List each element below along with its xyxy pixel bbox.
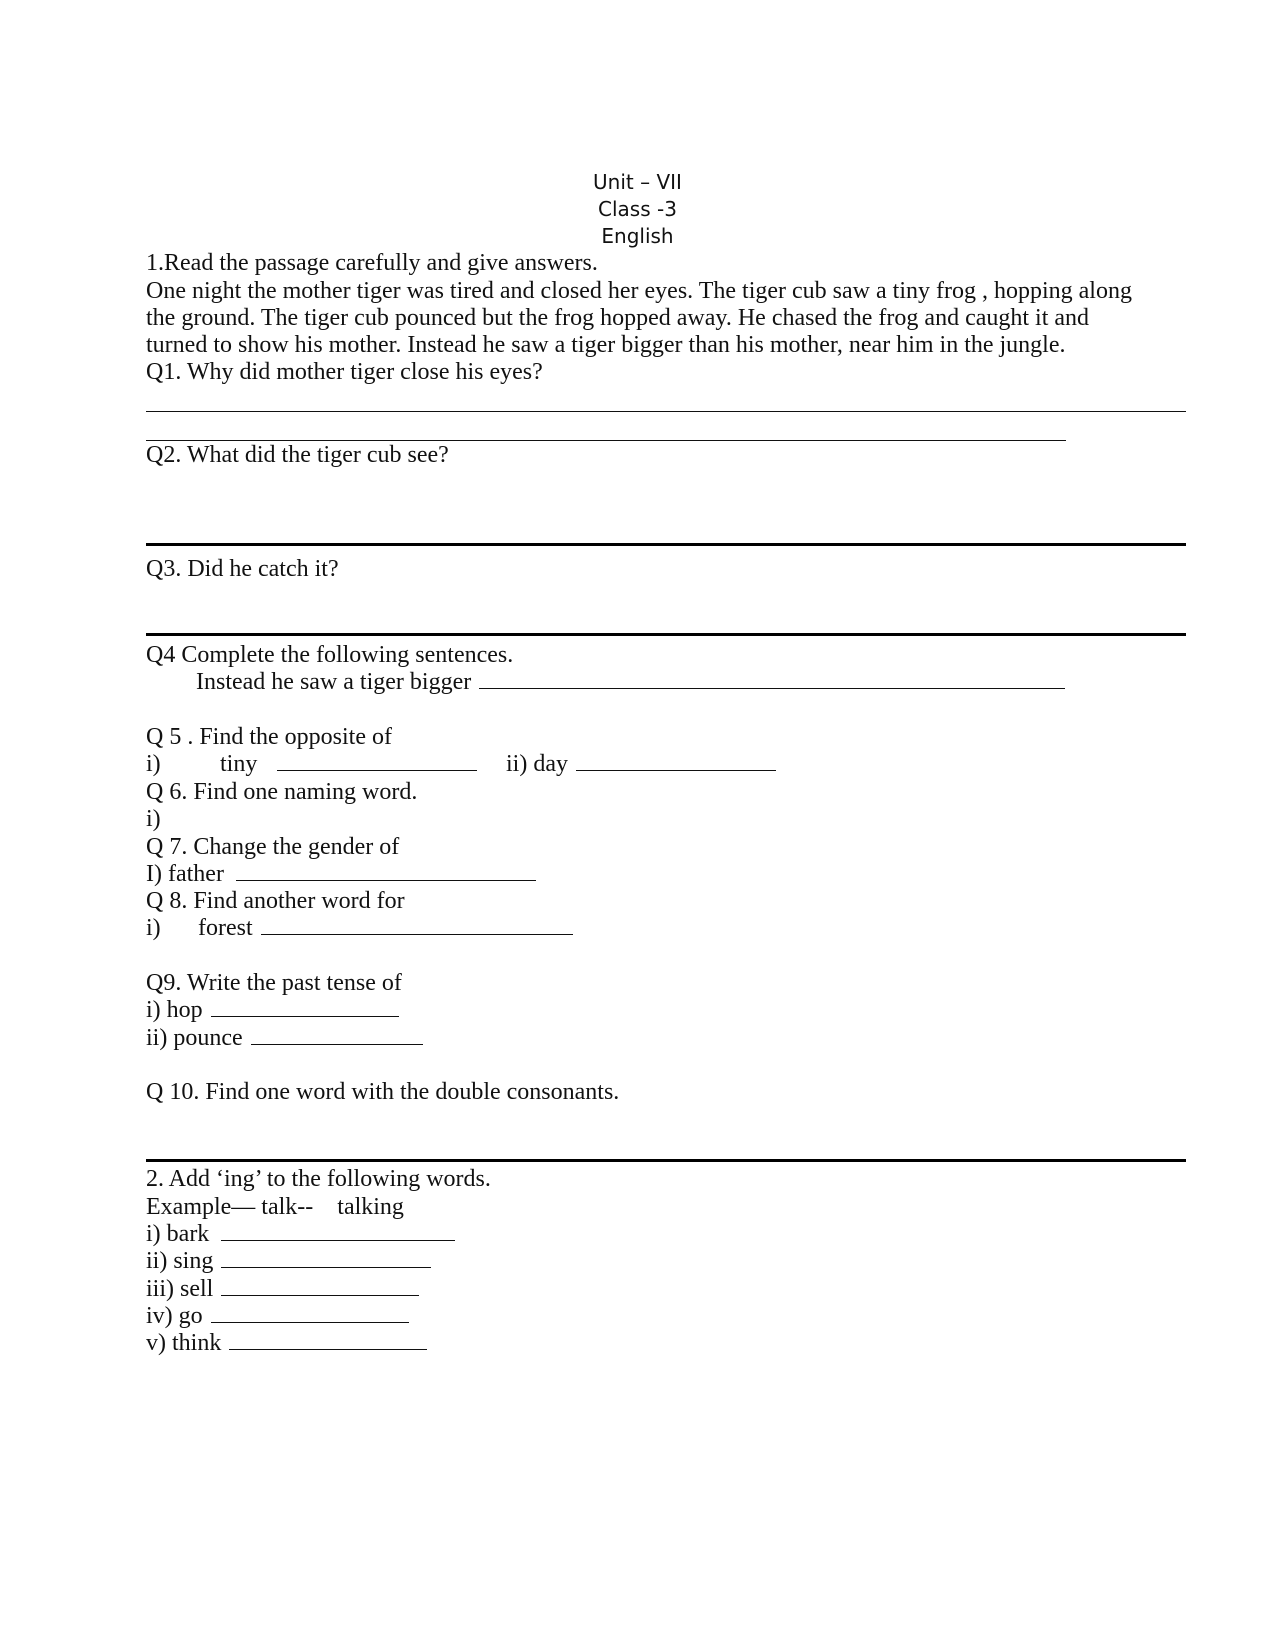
answer-blank-ing-5[interactable] (229, 1329, 427, 1350)
question-5-item-ii-label: ii) day (506, 751, 568, 777)
ing-item-3-label: iii) sell (146, 1276, 214, 1302)
question-10: Q 10. Find one word with the double consonants. (146, 1079, 620, 1105)
ing-item-1 (146, 1220, 455, 1248)
ing-item-2 (146, 1247, 431, 1275)
class-heading: Class -3 (598, 197, 677, 221)
passage-line-2: the ground. The tiger cub pounced but the frog hopped away. He chased the frog and caught it and (146, 305, 1090, 331)
question-6: Q 6. Find one naming word. (146, 779, 418, 805)
question-8-item-i-num: i) (146, 915, 161, 941)
ing-item-1-label: i) bark (146, 1221, 210, 1247)
question-6-item-i: i) (146, 806, 161, 832)
question-9-item-i (146, 996, 399, 1024)
question-7-item-i-label: I) father (146, 861, 224, 887)
ing-item-5-label: v) think (146, 1330, 222, 1356)
ing-item-3 (146, 1275, 419, 1303)
question-3: Q3. Did he catch it? (146, 556, 339, 582)
answer-blank-ing-4[interactable] (211, 1302, 409, 1323)
question-1: Q1. Why did mother tiger close his eyes? (146, 359, 543, 385)
question-8: Q 8. Find another word for (146, 888, 405, 914)
answer-blank-q5-ii[interactable] (576, 750, 776, 771)
answer-blank-q9-ii[interactable] (251, 1024, 423, 1045)
answer-blank-ing-2[interactable] (221, 1247, 431, 1268)
answer-line-q3[interactable] (146, 633, 1186, 636)
section1-instruction: 1.Read the passage carefully and give answers. (146, 250, 598, 276)
passage-line-3: turned to show his mother. Instead he saw a tiger bigger than his mother, near him in the jungle. (146, 332, 1066, 358)
question-4: Q4 Complete the following sentences. (146, 642, 514, 668)
ing-item-2-label: ii) sing (146, 1248, 214, 1274)
question-5-item-i-num: i) (146, 751, 161, 777)
answer-blank-ing-3[interactable] (221, 1275, 419, 1296)
ing-item-4-label: iv) go (146, 1303, 203, 1329)
question-2: Q2. What did the tiger cub see? (146, 442, 449, 468)
question-9-item-ii (146, 1024, 423, 1052)
answer-blank-q7[interactable] (236, 860, 536, 881)
answer-line-q1-a[interactable] (146, 411, 1186, 412)
answer-line-q10[interactable] (146, 1159, 1186, 1162)
question-9-item-i-label: i) hop (146, 997, 203, 1023)
question-5-item-i (220, 750, 477, 778)
answer-blank-q4[interactable] (479, 668, 1065, 689)
question-7-item-i (146, 860, 536, 888)
answer-blank-q9-i[interactable] (211, 996, 399, 1017)
subject-heading: English (601, 224, 674, 248)
unit-heading: Unit – VII (593, 170, 682, 194)
answer-blank-ing-1[interactable] (221, 1220, 455, 1241)
question-8-item-i-word: forest (198, 915, 253, 941)
question-9: Q9. Write the past tense of (146, 970, 402, 996)
section2-instruction: 2. Add ‘ing’ to the following words. (146, 1166, 491, 1192)
question-9-item-ii-label: ii) pounce (146, 1025, 243, 1051)
question-4-sentence (196, 668, 1065, 696)
question-8-item-i (198, 914, 573, 942)
answer-blank-q8[interactable] (261, 914, 573, 935)
question-4-sentence-text: Instead he saw a tiger bigger (196, 669, 472, 695)
section2-example: Example— talk-- talking (146, 1194, 404, 1220)
passage-line-1: One night the mother tiger was tired and closed her eyes. The tiger cub saw a tiny frog , hopping along (146, 278, 1132, 304)
question-7: Q 7. Change the gender of (146, 834, 400, 860)
question-5: Q 5 . Find the opposite of (146, 724, 392, 750)
question-5-item-i-word: tiny (220, 751, 258, 777)
answer-blank-q5-i[interactable] (277, 750, 477, 771)
ing-item-5 (146, 1329, 427, 1357)
question-5-item-ii (506, 750, 776, 778)
answer-line-q2[interactable] (146, 543, 1186, 546)
ing-item-4 (146, 1302, 409, 1330)
